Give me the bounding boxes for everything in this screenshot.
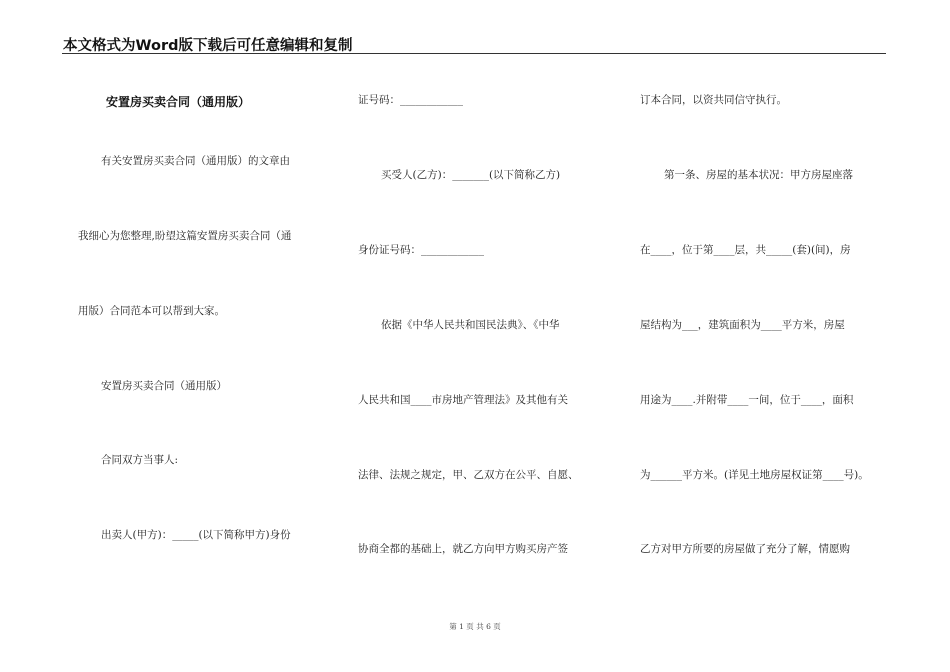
text-line: 协商全都的基础上，就乙方向甲方购买房产签	[358, 543, 568, 555]
text-line: 依据《中华人民共和国民法典》、《中华	[381, 319, 560, 331]
text-line: 法律、法规之规定，甲、乙双方在公平、自愿、	[358, 469, 579, 481]
text-line: 在____，位于第____层，共_____(套)(间)，房	[640, 244, 851, 256]
text-line: 出卖人(甲方)：_____(以下简称甲方)身份	[101, 529, 291, 541]
document-header-title: 本文格式为Word版下载后可任意编辑和复制	[63, 38, 353, 54]
header-divider	[62, 53, 886, 54]
text-line: 身份证号码：____________	[358, 244, 484, 256]
text-line: 合同双方当事人:	[101, 454, 179, 466]
text-line: 人民共和国____市房地产管理法》及其他有关	[358, 394, 568, 406]
contract-title: 安置房买卖合同（通用版）	[106, 95, 251, 109]
text-line: 屋结构为___，建筑面积为____平方米，房屋	[640, 319, 845, 331]
text-line: 用途为____.并附带____一间，位于____，面积	[640, 394, 854, 406]
text-line: 安置房买卖合同（通用版）	[101, 380, 227, 392]
text-line: 订本合同，以资共同信守执行。	[640, 94, 787, 106]
page-number: 第 1 页 共 6 页	[449, 622, 501, 631]
text-line: 证号码：____________	[358, 94, 463, 106]
text-line: 有关安置房买卖合同（通用版）的文章由	[101, 155, 290, 167]
text-line: 用版）合同范本可以帮到大家。	[78, 305, 225, 317]
text-line: 为______平方米。(详见土地房屋权证第____号)。	[640, 469, 869, 481]
text-line: 乙方对甲方所要的房屋做了充分了解，情愿购	[640, 543, 850, 555]
text-line: 第一条、房屋的基本状况：甲方房屋座落	[664, 169, 853, 181]
text-line: 买受人(乙方)：_______(以下简称乙方)	[381, 169, 561, 181]
text-line: 我细心为您整理,盼望这篇安置房买卖合同（通	[78, 230, 292, 242]
